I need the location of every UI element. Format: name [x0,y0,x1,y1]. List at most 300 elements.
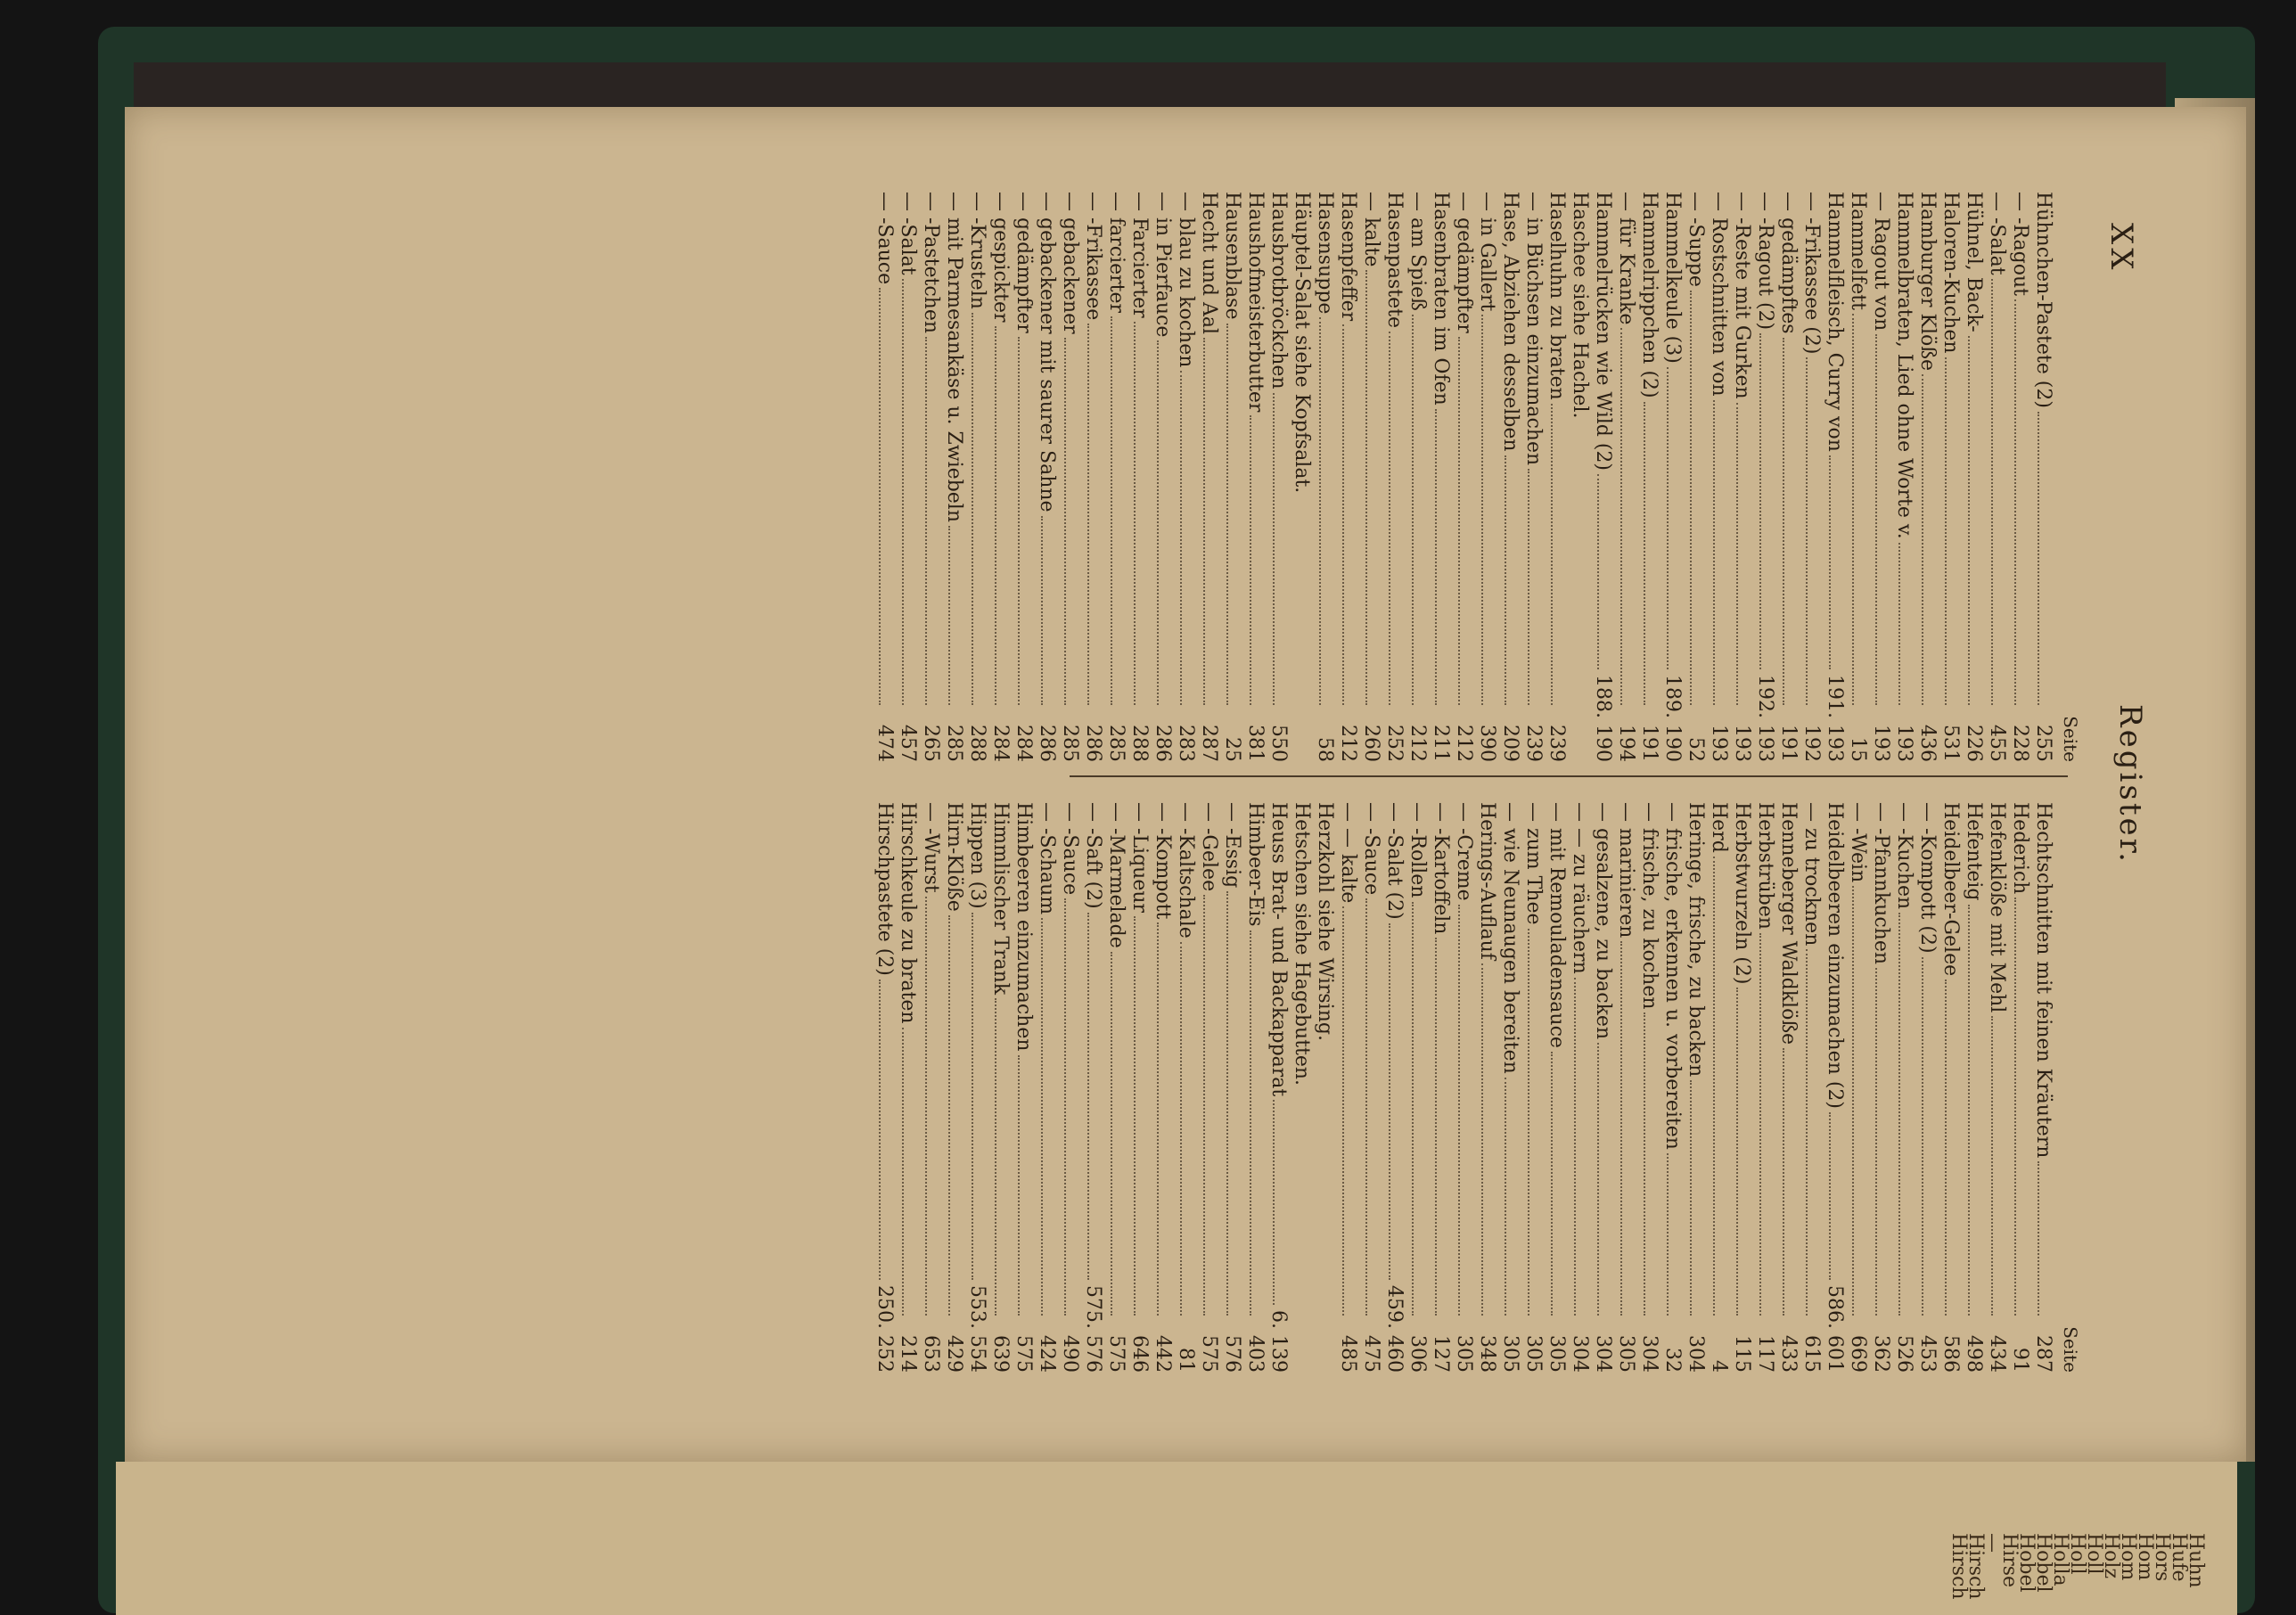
dot-leader [1528,469,1529,705]
edge-word: Hom [2117,1533,2139,1581]
left-column-header: Seite [2060,716,2081,762]
entry-label: — -Reste mit Gurken [1731,192,1753,399]
dot-leader [1064,338,1066,705]
dot-leader [1064,898,1066,1316]
entry-label: Herd [1708,802,1730,853]
index-entry [1753,802,1776,1373]
entry-page-number: 646 [1128,1335,1151,1373]
index-entry [1521,802,1545,1373]
edge-word: Holz [2100,1533,2122,1579]
entry-page-number: 498 [1963,1335,1985,1373]
entry-page-number: 255 [2032,725,2054,762]
index-entry [1475,192,1498,762]
dot-leader [1783,1048,1784,1316]
entry-label: Henneberger Waldklöße [1777,802,1800,1045]
entry-page-number: 212 [1406,725,1429,762]
entry-label: — -Salat (2) [1383,802,1406,920]
entry-label: — -Krusteln [966,192,988,309]
entry-label: Hamburger Klöße [1916,192,1939,371]
dot-leader [1111,316,1112,705]
entry-page-number: 285 [1105,725,1128,762]
entry-label: — -Pfannkuchen [1870,802,1892,965]
index-entry [1429,192,1452,762]
dot-leader [1644,402,1645,705]
dot-leader [1783,338,1784,705]
index-entry [988,802,1012,1373]
index-entry [1475,802,1498,1373]
index-entry [1220,192,1243,762]
index-entry [1290,802,1313,1373]
entry-page-number: 286 [1036,725,1058,762]
entry-label: — -Saft (2) [1082,802,1104,909]
dot-leader [1041,918,1043,1316]
entry-label: — -Marmelade [1105,802,1128,948]
entry-label: — Ragout von [1870,192,1892,332]
entry-page-number: 390 [1476,725,1498,762]
index-entry [1359,192,1382,762]
entry-page-number: 15 [1847,737,1869,762]
entry-page-number: 550 [1267,725,1290,762]
dot-leader [1134,916,1136,1316]
entry-label: Hasenpastete [1383,192,1406,328]
entry-label: Hammelkeule (3) [1661,192,1684,364]
entry-label: — zu trocknen [1800,802,1823,947]
index-entry [1290,192,1313,762]
entry-page-number: 212 [1453,725,1475,762]
entry-label: — gedämpfter [1013,192,1035,333]
index-entry [1915,802,1939,1373]
entry-label: Hechtschnitten mit feinen Kräutern [2032,802,2054,1159]
dot-leader [1203,895,1205,1316]
entry-label: — gebackener mit saurer Sahne [1036,192,1058,512]
entry-page-number: 304 [1685,1335,1707,1373]
index-entry [1962,802,1985,1373]
entry-label: Himbeeren einzumachen [1013,802,1035,1052]
dot-leader [2014,898,2016,1316]
entry-label: — am Spieß [1406,192,1429,311]
entry-label: Hausbrotbröckchen [1267,192,1290,389]
index-entry [1637,802,1660,1373]
entry-page-number: 576 [1221,1335,1243,1373]
entry-label: Hirschpastete (2) [873,802,896,976]
entry-page-number: 260 [1360,725,1382,762]
left-column [873,192,2081,762]
dot-leader [1898,913,1900,1316]
entry-label: Hetschen siehe Hagebutten. [1291,802,1313,1086]
entry-page-number: 304 [1592,1335,1614,1373]
index-entry [1545,192,1568,762]
entry-label: — -Kompott (2) [1916,802,1939,954]
entry-label: — -Wurst [920,802,942,893]
edge-word: Huhn [2185,1533,2207,1588]
index-entry [1591,192,1614,762]
entry-page-number: 4 [1708,1360,1730,1373]
dot-leader [1435,409,1437,705]
edge-word: Hirsch [1964,1533,1987,1600]
index-entry [1730,192,1753,762]
index-entry [1684,802,1707,1373]
entry-label: — gedämpftes [1777,192,1800,334]
index-entry [1545,802,1568,1373]
entry-label: — Farcierter [1128,192,1151,318]
entry-page-number: 193 [1731,725,1753,762]
dot-leader [1968,336,1970,705]
entry-page-number: 115 [1731,1335,1753,1373]
entry-page-number: 575 [1105,1335,1128,1373]
entry-label: Hase, Abziehen desselben [1499,192,1521,452]
entry-label: Herbstrüben [1754,802,1776,930]
index-entry [1660,802,1684,1373]
entry-page-number: 192. 193 [1754,675,1776,762]
dot-leader [1644,1012,1645,1316]
index-entry [1382,802,1406,1373]
entry-page-number: 424 [1036,1335,1058,1373]
entry-page-number: 553. 554 [966,1285,988,1373]
entry-label: — -Sauce [1059,802,1081,896]
index-entry [1498,802,1521,1373]
next-page-strip [116,1462,2237,1615]
entry-page-number: 127 [1430,1335,1452,1373]
dot-leader [1111,952,1112,1316]
left-entry-list [873,192,2054,762]
dot-leader [879,980,881,1280]
index-entry [896,802,919,1373]
dot-leader [1945,357,1947,705]
dot-leader [948,526,950,705]
entry-label: Hippen (3) [966,802,988,909]
dot-leader [1157,340,1159,705]
entry-label: — -Sauce [1360,802,1382,896]
entry-page-number: 653 [920,1335,942,1373]
entry-label: Hühnchen-Pastete (2) [2032,192,2054,408]
entry-page-number: 239 [1522,725,1545,762]
entry-label: — -Wein [1847,802,1869,883]
dot-leader [1505,1078,1506,1316]
dot-leader [1667,1153,1669,1316]
entry-label: Hühnel, Back- [1963,192,1985,332]
index-entry [942,192,965,762]
right-column-header: Seite [2060,1326,2081,1373]
index-entry [1267,192,1290,762]
index-entry [942,802,965,1373]
dot-leader [1203,338,1205,705]
entry-page-number: 91 [2009,1348,2031,1373]
index-entry [1313,192,1336,762]
entry-page-number: 214 [897,1335,919,1373]
entry-page-number: 288 [1128,725,1151,762]
dot-leader [1991,1016,1993,1316]
index-entry [1800,802,1823,1373]
index-entry [1359,802,1382,1373]
dot-leader [1458,337,1460,705]
index-entry [1035,802,1058,1373]
dot-leader [1620,941,1622,1316]
entry-label: Hecht und Aal [1198,192,1220,334]
entry-label: — -Schaum [1036,802,1058,915]
index-entry [1498,192,1521,762]
index-entry [988,192,1012,762]
dot-leader [1365,898,1367,1316]
entry-label: — — zu räuchern [1569,802,1591,974]
dot-leader [1922,374,1923,705]
entry-label: — -Rollen [1406,802,1429,898]
entry-page-number: 434 [1986,1335,2008,1373]
entry-label: — -Ragout [2009,192,2031,296]
page-heading: Register. [2112,704,2148,865]
entry-page-number: 265 [920,725,942,762]
dot-leader [1690,1080,1692,1316]
entry-page-number: 305 [1546,1335,1568,1373]
entry-label: Heidelbeeren einzumachen (2) [1824,802,1846,1109]
dot-leader [1087,324,1089,705]
dot-leader [1458,905,1460,1316]
dot-leader [1412,315,1414,705]
entry-page-number: 305 [1453,1335,1475,1373]
entry-page-number: 250. 252 [873,1285,896,1373]
dot-leader [1875,334,1877,705]
dot-leader [1736,403,1738,705]
dot-leader [2014,299,2016,705]
entry-page-number: 212 [1337,725,1359,762]
index-entry [919,802,942,1373]
dot-leader [1319,317,1321,705]
entry-label: — -Kaltschale [1175,802,1197,939]
dot-leader [1226,891,1228,1316]
dot-leader [879,288,881,705]
entry-page-number: 226 [1963,725,1985,762]
dot-leader [972,913,973,1280]
dot-leader [1806,949,1808,1316]
entry-label: Hausenblase [1221,192,1243,320]
entry-label: — in Büchsen einzumachen [1522,192,1545,466]
index-entry [1243,192,1267,762]
edge-word: Holl [2083,1533,2105,1575]
dot-leader [1852,314,1854,705]
dot-leader [1713,857,1715,1316]
entry-label: — für Kranke [1615,192,1637,325]
dot-leader [1342,324,1344,705]
index-entry [1406,192,1429,762]
entry-page-number: 381 [1244,725,1267,762]
index-entry [1243,802,1267,1373]
index-entry [1174,802,1197,1373]
entry-page-number: 436 [1916,725,1939,762]
index-entry [1962,192,1985,762]
index-entry [1452,802,1475,1373]
dot-leader [995,998,996,1316]
entry-page-number: 286 [1152,725,1174,762]
dot-leader [1087,913,1089,1280]
entry-label: — gespickter [989,192,1012,323]
register-page [125,107,2246,1462]
index-entry [873,192,896,762]
dot-leader [1180,942,1182,1316]
entry-label: — -Sauce [873,192,896,285]
index-entry [1800,192,1823,762]
dot-leader [1250,415,1251,705]
entry-label: Herings-Auflauf [1476,802,1498,960]
entry-label: — -Liqueur [1128,802,1151,914]
edge-word: Hobel [2015,1533,2038,1593]
dot-leader [1898,543,1900,705]
entry-page-number: 193 [1708,725,1730,762]
entry-label: — blau zu kochen [1175,192,1197,368]
entry-label: Heidelbeer-Gelee [1939,802,1962,977]
dot-leader [1273,393,1275,705]
entry-label: — -Kompott [1152,802,1174,920]
index-entry [1104,192,1128,762]
entry-label: — -Frikassee [1082,192,1104,321]
entry-label: Hefenklöße mit Mehl [1986,802,2008,1013]
index-entry [1128,802,1151,1373]
dot-leader [1528,929,1529,1316]
dot-leader [1713,400,1715,705]
entry-label: — frische, zu kochen [1638,802,1660,1010]
dot-leader [1365,270,1367,705]
index-entry [1058,802,1081,1373]
dot-leader [1551,404,1553,705]
entry-page-number: 58 [1314,737,1336,762]
index-entry [1869,802,1892,1373]
dot-leader [1945,980,1947,1316]
entry-label: — -Suppe [1685,192,1707,287]
dot-leader [1991,279,1993,705]
entry-label: Himbeer-Eis [1244,802,1267,927]
index-entry [1985,802,2008,1373]
entry-label: — -Kartoffeln [1430,802,1452,935]
index-entry [1614,802,1637,1373]
entry-page-number: 306 [1406,1335,1429,1373]
entry-page-number: 429 [943,1335,965,1373]
entry-page-number: 191. 193 [1824,675,1846,762]
dot-leader [1389,923,1390,1280]
index-entry [1336,802,1359,1373]
dot-leader [1759,933,1761,1316]
entry-label: Hederich [2009,802,2031,895]
index-entry [1429,802,1452,1373]
index-entry [1452,192,1475,762]
index-entry [1707,192,1730,762]
index-entry [1081,802,1104,1373]
entry-page-number: 305 [1499,1335,1521,1373]
dot-leader [1342,906,1344,1316]
dot-leader [1481,963,1483,1316]
entry-label: — zum Thee [1522,802,1545,925]
dot-leader [1018,337,1020,705]
entry-page-number: 284 [989,725,1012,762]
entry-page-number: 455 [1986,725,2008,762]
entry-label: Haloren-Kuchen [1939,192,1962,354]
index-entry [2031,192,2054,762]
index-entry [1081,192,1104,762]
index-entry [1637,192,1660,762]
entry-label: Hasenpfeffer [1337,192,1359,322]
entry-page-number: 211 [1430,725,1452,762]
entry-page-number: 287 [1198,725,1220,762]
entry-label: — -Creme [1453,802,1475,901]
edge-word: Hirsch [1948,1533,1970,1600]
index-entry [1985,192,2008,762]
dot-leader [1690,291,1692,705]
index-entry [965,802,988,1373]
entry-label: Haschee siehe Hachel. [1569,192,1591,419]
entry-page-number: 52 [1685,737,1707,762]
right-entry-list [873,802,2054,1373]
index-entry [1035,192,1058,762]
entry-label: — marinieren [1615,802,1637,939]
index-entry [896,192,919,762]
entry-label: Haselhuhn zu braten [1546,192,1568,400]
index-entry [1197,802,1220,1373]
entry-page-number: 284 [1013,725,1035,762]
dot-leader [1157,922,1159,1316]
entry-label: Hasenbraten im Ofen [1430,192,1452,406]
index-entry [1174,192,1197,762]
entry-label: Hammelrücken wie Wild (2) [1592,192,1614,471]
entry-label: — -Salat [1986,192,2008,275]
dot-leader [1273,1100,1275,1305]
index-entry [1197,192,1220,762]
dot-leader [2038,1161,2039,1316]
edge-word: Hirse [1998,1533,2021,1588]
entry-page-number: 475 [1360,1335,1382,1373]
entry-page-number: 531 [1939,725,1962,762]
index-entry [1823,192,1846,762]
entry-label: — -Essig [1221,802,1243,889]
entry-label: Herbstwurzeln (2) [1731,802,1753,985]
edge-word: Hobel [2032,1533,2054,1593]
dot-leader [972,313,973,705]
index-entry [873,802,896,1373]
dot-leader [1829,1112,1831,1280]
dot-leader [1829,455,1831,669]
index-entry [1823,802,1846,1373]
index-entry [1151,192,1174,762]
entry-page-number: 283 [1175,725,1197,762]
entry-page-number: 348 [1476,1335,1498,1373]
dot-leader [1412,902,1414,1316]
index-entry [1012,192,1035,762]
index-entry [1776,192,1800,762]
entry-page-number: 193 [1870,725,1892,762]
dot-leader [1922,957,1923,1316]
entry-label: Herzkohl siehe Wirsing. [1314,802,1336,1041]
entry-page-number: 192 [1800,725,1823,762]
index-entry [1846,192,1869,762]
dot-leader [925,337,927,705]
entry-label: — -Salat [897,192,919,275]
entry-page-number: 193 [1893,725,1915,762]
entry-label: — gesalzene, zu backen [1592,802,1614,1040]
index-entry [1336,192,1359,762]
dot-leader [1736,988,1738,1316]
entry-label: — mit Parmesankäse u. Zwiebeln [943,192,965,523]
index-entry [1915,192,1939,762]
index-entry [1591,802,1614,1373]
entry-label: — mit Remouladensauce [1546,802,1568,1048]
index-entry [1869,192,1892,762]
entry-page-number: 526 [1893,1335,1915,1373]
entry-label: — Rostschnitten von [1708,192,1730,397]
index-entry [1521,192,1545,762]
dot-leader [1620,328,1622,705]
dot-leader [902,1028,904,1316]
entry-label: Hefenteig [1963,802,1985,901]
dot-leader [1389,332,1390,705]
entry-label: — wie Neunaugen bereiten [1499,802,1521,1074]
entry-page-number: 304 [1638,1335,1660,1373]
dot-leader [1597,1043,1599,1316]
